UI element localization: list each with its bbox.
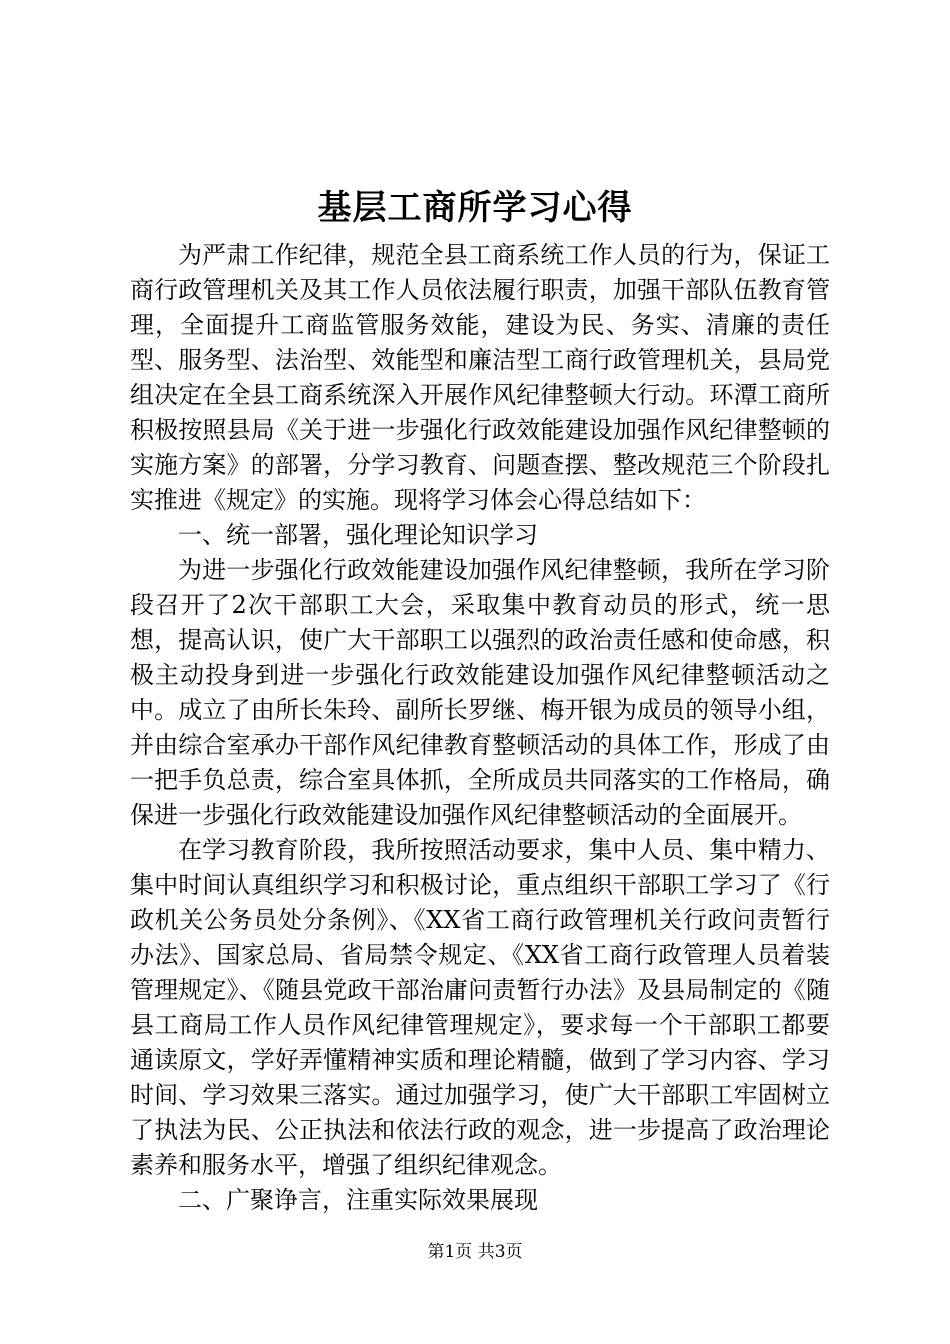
- document-body: [130, 238, 830, 1218]
- section-heading-1: 一、统一部署，强化理论知识学习: [178, 521, 538, 549]
- page-number-footer: 第1页 共3页: [427, 1242, 523, 1262]
- paragraph-intro: 为严肃工作纪律，规范全县工商系统工作人员的行为，保证工商行政管理机关及其工作人员依法履行职责，加强干部队伍教育管理，全面提升工商监管服务效能，建设为民、务实、清廉的责任型、服务型、法治型、效能型和廉洁型工商行政管理机关，县局党组决定在全县工商系统深入开展作风纪律整顿大行动。环潭工商所积极按照县局《关于进一步强化行政效能建设加强作风纪律整顿的实施方案》的部署，分学习教育、问题查摆、整改规范三个阶段扎实推进《规定》的实施。现将学习体会心得总结如下：: [130, 241, 830, 514]
- document-title: 基层工商所学习心得: [317, 188, 633, 228]
- paragraph-section-1: 为进一步强化行政效能建设加强作风纪律整顿，我所在学习阶段召开了2次干部职工大会，采取集中教育动员的形式，统一思想，提高认识，使广大干部职工以强烈的政治责任感和使命感，积极主动投身到进一步强化行政效能建设加强作风纪律整顿活动之中。成立了由所长朱玲、副所长罗继、梅开银为成员的领导小组，并由综合室承办干部作风纪律教育整顿活动的具体工作，形成了由一把手负总责，综合室具体抓，全所成员共同落实的工作格局，确保进一步强化行政效能建设加强作风纪律整顿活动的全面展开。: [130, 556, 830, 829]
- paragraph-study-stage: 在学习教育阶段，我所按照活动要求，集中人员、集中精力、集中时间认真组织学习和积极讨论，重点组织干部职工学习了《行政机关公务员处分条例》、《XX省工商行政管理机关行政问责暂行办法》、国家总局、省局禁令规定、《XX省工商行政管理人员着装管理规定》、《随县党政干部治庸问责暂行办法》及县局制定的《随县工商局工作人员作风纪律管理规定》，要求每一个干部职工都要通读原文，学好弄懂精神实质和理论精髓，做到了学习内容、学习时间、学习效果三落实。通过加强学习，使广大干部职工牢固树立了执法为民、公正执法和依法行政的观念，进一步提高了政治理论素养和服务水平，增强了组织纪律观念。: [130, 836, 830, 1179]
- section-heading-2: 二、广聚诤言，注重实际效果展现: [178, 1186, 538, 1214]
